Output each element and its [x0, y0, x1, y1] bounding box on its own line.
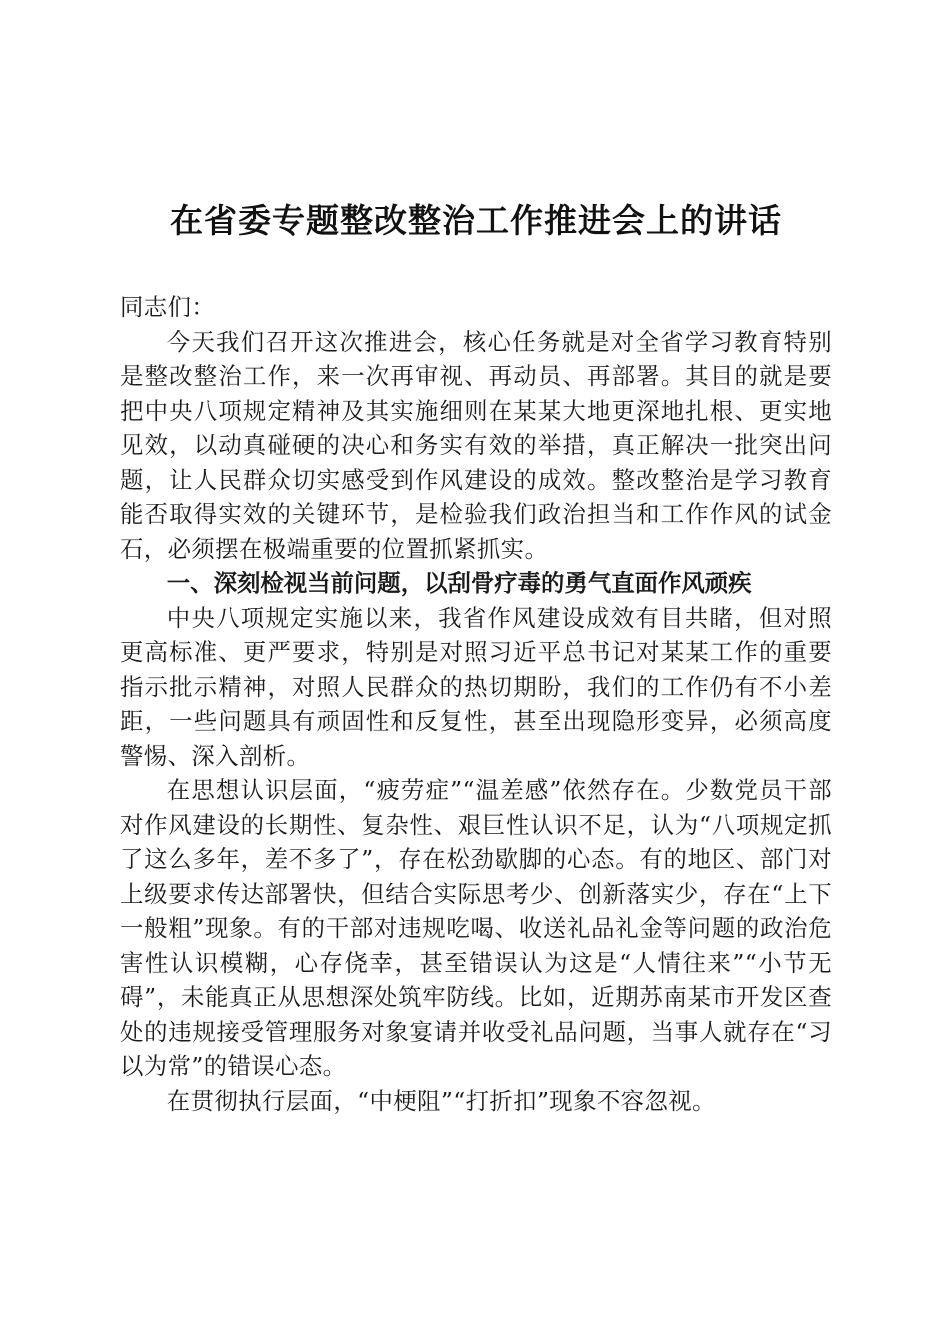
salutation: 同志们：: [120, 293, 216, 321]
paragraph-ideology: 在思想认识层面，“疲劳症”“温差感”依然存在。少数党员干部对作风建设的长期性、复杂性、艰巨性认识不足，认为“八项规定抓了这么多年，差不多了”，存在松劲歇脚的心态。有的地区、部门对上级要求传达部署快，但结合实际思考少、创新落实少，存在“上下一般粗”现象。有的干部对违规吃喝、收送礼品礼金等问题的政治危害性认识模糊，心存侥幸，甚至错误认为这是“人情往来”“小节无碍”，未能真正从思想深处筑牢防线。比如，近期苏南某市开发区查处的违规接受管理服务对象宴请并收受礼品问题，当事人就存在“习以为常”的错误心态。: [120, 776, 832, 1080]
paragraph-implementation: 在贯彻执行层面，“中梗阻”“打折扣”现象不容忽视。: [166, 1086, 716, 1115]
document-body: [120, 290, 832, 1118]
paragraph-intro: 今天我们召开这次推进会，核心任务就是对全省学习教育特别是整改整治工作，来一次再审视、再动员、再部署。其目的就是要把中央八项规定精神及其实施细则在某某大地更深地扎根、更实地见效，以动真碰硬的决心和务实有效的举措，真正解决一批突出问题，让人民群众切实感受到作风建设的成效。整改整治是学习教育能否取得实效的关键环节，是检验我们政治担当和工作作风的试金石，必须摆在极端重要的位置抓紧抓实。: [120, 327, 832, 563]
document-title: 在省委专题整改整治工作推进会上的讲话: [170, 201, 782, 240]
paragraph-overview: 中央八项规定实施以来，我省作风建设成效有目共睹，但对照更高标准、更严要求，特别是对照习近平总书记对某某工作的重要指示批示精神，对照人民群众的热切期盼，我们的工作仍有不小差距，一些问题具有顽固性和反复性，甚至出现隐形变异，必须高度警惕、深入剖析。: [120, 603, 832, 770]
section-heading-1: 一、深刻检视当前问题，以刮骨疗毒的勇气直面作风顽疾: [166, 569, 752, 597]
